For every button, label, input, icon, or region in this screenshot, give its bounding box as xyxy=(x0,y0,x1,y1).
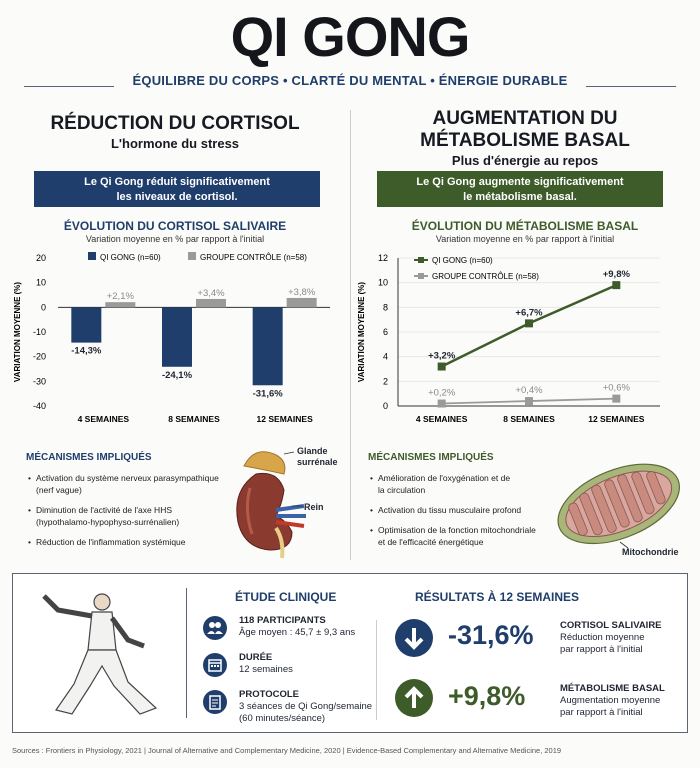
mechanism-line: • Activation du tissu musculaire profond xyxy=(378,505,522,515)
adrenal-label-line: surrénale xyxy=(297,457,338,467)
mechanism-line: et de l'efficacité énergétique xyxy=(378,537,484,547)
study-item-head: PROTOCOLE xyxy=(239,689,299,700)
study-title: ÉTUDE CLINIQUE xyxy=(235,590,337,604)
metabolism-mechanisms-title: MÉCANISMES IMPLIQUÉS xyxy=(368,452,494,463)
legend-label: QI GONG (n=60) xyxy=(100,253,161,262)
study-icon-clipboard xyxy=(203,690,227,714)
mechanism-item xyxy=(378,472,568,496)
result-head: CORTISOL SALIVAIRE xyxy=(560,620,662,631)
cortisol-banner xyxy=(34,171,320,207)
legend-marker xyxy=(418,273,424,279)
result-cortisol-badge xyxy=(395,619,433,657)
x-tick-label: 4 SEMAINES xyxy=(415,414,468,424)
data-label: -14,3% xyxy=(71,345,102,357)
cortisol-chart-title: ÉVOLUTION DU CORTISOL SALIVAIRE xyxy=(63,219,287,233)
data-label: -31,6% xyxy=(252,388,283,400)
mechanism-line: (nerf vague) xyxy=(36,485,82,495)
data-label: +3,8% xyxy=(288,286,316,298)
bar xyxy=(287,298,317,307)
adrenal-gland-shape xyxy=(244,452,285,474)
study-item-line: 12 semaines xyxy=(239,664,293,675)
mechanism-line: • Réduction de l'inflammation systémique xyxy=(36,537,186,547)
mechanism-line: • Optimisation de la fonction mitochondriale xyxy=(378,525,536,535)
bar xyxy=(162,307,192,366)
data-label: +0,6% xyxy=(602,382,630,394)
y-axis-label: VARIATION MOYENNE (%) xyxy=(357,281,366,383)
cortisol-mechanisms-list xyxy=(36,472,236,548)
cortisol-bar-chart xyxy=(0,246,350,431)
bar xyxy=(71,307,101,342)
cortisol-banner-line2: les niveaux de cortisol. xyxy=(116,191,238,203)
mechanism-item xyxy=(378,504,568,516)
y-tick-label: 20 xyxy=(35,253,46,263)
metabolism-mechanisms-list xyxy=(378,472,568,548)
data-label: +6,7% xyxy=(515,307,543,319)
result-cortisol-text xyxy=(560,620,662,656)
data-label: +0,4% xyxy=(515,385,543,397)
data-label: +3,4% xyxy=(197,287,225,299)
metabolism-banner-line1: Le Qi Gong augmente significativement xyxy=(416,176,624,188)
metabolism-line-chart xyxy=(350,246,700,431)
arrow-up-icon xyxy=(395,679,433,717)
page-subtitle: ÉQUILIBRE DU CORPS • CLARTÉ DU MENTAL • ÉNERGIE DURABLE xyxy=(132,73,568,88)
legend-label: QI GONG (n=60) xyxy=(432,256,493,265)
cortisol-chart-subtitle: Variation moyenne en % par rapport à l'initial xyxy=(85,234,265,244)
legend-label: GROUPE CONTRÔLE (n=58) xyxy=(432,272,539,281)
metabolism-banner-line2: le métabolisme basal. xyxy=(463,191,577,203)
summary-divider-1 xyxy=(186,588,187,718)
bar xyxy=(253,307,283,385)
data-label: -24,1% xyxy=(161,369,193,381)
mechanism-line: • Activation du système nerveux parasympathique xyxy=(36,473,219,483)
mechanism-line: • Amélioration de l'oxygénation et de xyxy=(378,473,511,483)
page-title: QI GONG xyxy=(230,5,470,68)
results-title: RÉSULTATS À 12 SEMAINES xyxy=(415,590,580,604)
y-tick-label: 10 xyxy=(35,277,46,288)
data-label: +3,2% xyxy=(428,350,456,362)
y-tick-label: 8 xyxy=(382,302,388,313)
mechanism-line: • Diminution de l'activité de l'axe HHS xyxy=(36,505,172,515)
y-tick-label: 12 xyxy=(377,253,388,263)
mechanism-item xyxy=(36,504,236,528)
y-tick-label: -20 xyxy=(32,351,46,362)
data-point xyxy=(525,319,533,327)
legend-swatch xyxy=(88,252,96,260)
summary-divider-2 xyxy=(376,620,377,720)
cortisol-mechanisms-title: MÉCANISMES IMPLIQUÉS xyxy=(26,452,152,463)
y-tick-label: -10 xyxy=(32,327,46,337)
y-tick-label: 6 xyxy=(382,327,388,337)
data-point xyxy=(438,363,446,371)
x-tick-label: 8 SEMAINES xyxy=(503,414,555,424)
study-icon-people xyxy=(203,616,227,640)
torso-shape xyxy=(88,612,116,650)
metabolism-chart-subtitle: Variation moyenne en % par rapport à l'initial xyxy=(435,234,615,244)
x-tick-label: 4 SEMAINES xyxy=(77,414,130,424)
result-metabolism-badge xyxy=(395,679,433,717)
study-item-line: 3 séances de Qi Gong/semaine xyxy=(239,701,373,712)
legend-swatch xyxy=(188,252,196,260)
data-label: +2,1% xyxy=(106,291,134,303)
legend-marker xyxy=(418,257,424,263)
mechanism-line: (hypothalamo-hypophyso-surrénalien) xyxy=(36,517,180,527)
study-item-head: 118 PARTICIPANTS xyxy=(239,615,326,626)
renal-vein xyxy=(276,506,306,516)
study-item-duration xyxy=(239,652,293,676)
metabolism-section-subtitle: Plus d'énergie au repos xyxy=(451,153,599,168)
sources-footnote: Sources : Frontiers in Physiology, 2021 | Journal of Alternative and Complementary Medicine, 2020 | Evidence-Based Complementary and Alternative Medicine, 2019 xyxy=(12,746,562,755)
bar xyxy=(105,302,135,307)
x-tick-label: 12 SEMAINES xyxy=(588,414,645,424)
mechanism-item xyxy=(36,472,236,496)
y-tick-label: 0 xyxy=(382,401,388,411)
study-item-line: (60 minutes/séance) xyxy=(239,713,326,724)
study-icon-calendar xyxy=(203,653,227,677)
study-item-line: Âge moyen : 45,7 ± 9,3 ans xyxy=(239,627,356,638)
metabolism-title-line: AUGMENTATION DU xyxy=(432,108,618,129)
arrow-down-icon xyxy=(395,619,433,657)
clipboard-icon xyxy=(203,690,227,714)
right-arm-shape xyxy=(112,618,144,646)
people-icon xyxy=(203,616,227,640)
x-tick-label: 12 SEMAINES xyxy=(256,414,313,424)
data-label: +9,8% xyxy=(602,269,630,281)
study-item-head: DURÉE xyxy=(239,652,273,663)
data-point xyxy=(438,400,446,408)
cortisol-section-subtitle: L'hormone du stress xyxy=(110,136,240,151)
mitochondrion-label: Mitochondrie xyxy=(622,547,679,557)
result-line: par rapport à l'initial xyxy=(560,644,643,655)
result-line: Réduction moyenne xyxy=(560,632,645,643)
mechanism-item xyxy=(378,524,568,548)
result-line: Augmentation moyenne xyxy=(560,695,661,706)
x-tick-label: 8 SEMAINES xyxy=(168,414,220,424)
y-tick-label: 10 xyxy=(377,277,388,288)
y-tick-label: 0 xyxy=(40,302,46,313)
mitochondrion-illustration xyxy=(548,452,688,552)
result-cortisol-value: -31,6% xyxy=(448,620,534,650)
data-point xyxy=(612,281,620,289)
kidney-shape xyxy=(237,473,292,550)
metabolism-section-title xyxy=(350,108,700,152)
kidney-label: Rein xyxy=(304,502,324,512)
data-point xyxy=(612,395,620,403)
result-head: MÉTABOLISME BASAL xyxy=(560,683,665,694)
bar xyxy=(196,299,226,307)
mechanism-item xyxy=(36,536,236,548)
head-shape xyxy=(94,594,110,610)
y-tick-label: 2 xyxy=(382,376,388,387)
cortisol-banner-line1: Le Qi Gong réduit significativement xyxy=(84,176,270,188)
mechanism-line: la circulation xyxy=(378,485,426,495)
y-tick-label: 4 xyxy=(382,351,388,362)
data-label: +0,2% xyxy=(428,387,456,399)
study-item-protocol xyxy=(239,689,372,725)
cortisol-section-title: RÉDUCTION DU CORTISOL xyxy=(50,113,300,134)
y-tick-label: -30 xyxy=(32,376,46,387)
result-line: par rapport à l'initial xyxy=(560,707,643,718)
left-arm-shape xyxy=(44,596,92,616)
y-axis-label: VARIATION MOYENNE (%) xyxy=(13,281,22,383)
result-metabolism-value: +9,8% xyxy=(448,681,526,711)
qigong-practitioner-illustration xyxy=(36,588,176,728)
data-point xyxy=(525,397,533,405)
legend-label: GROUPE CONTRÔLE (n=58) xyxy=(200,253,307,262)
study-item-participants xyxy=(239,615,355,639)
metabolism-chart-title: ÉVOLUTION DU MÉTABOLISME BASAL xyxy=(411,219,639,233)
adrenal-gland-label xyxy=(297,446,338,468)
trousers-shape xyxy=(56,650,156,714)
adrenal-label-line: Glande xyxy=(297,446,328,456)
result-metabolism-text xyxy=(560,683,665,719)
metabolism-banner xyxy=(377,171,663,207)
metabolism-title-line: MÉTABOLISME BASAL xyxy=(420,130,630,151)
y-tick-label: -40 xyxy=(32,401,46,411)
calendar-icon xyxy=(203,653,227,677)
